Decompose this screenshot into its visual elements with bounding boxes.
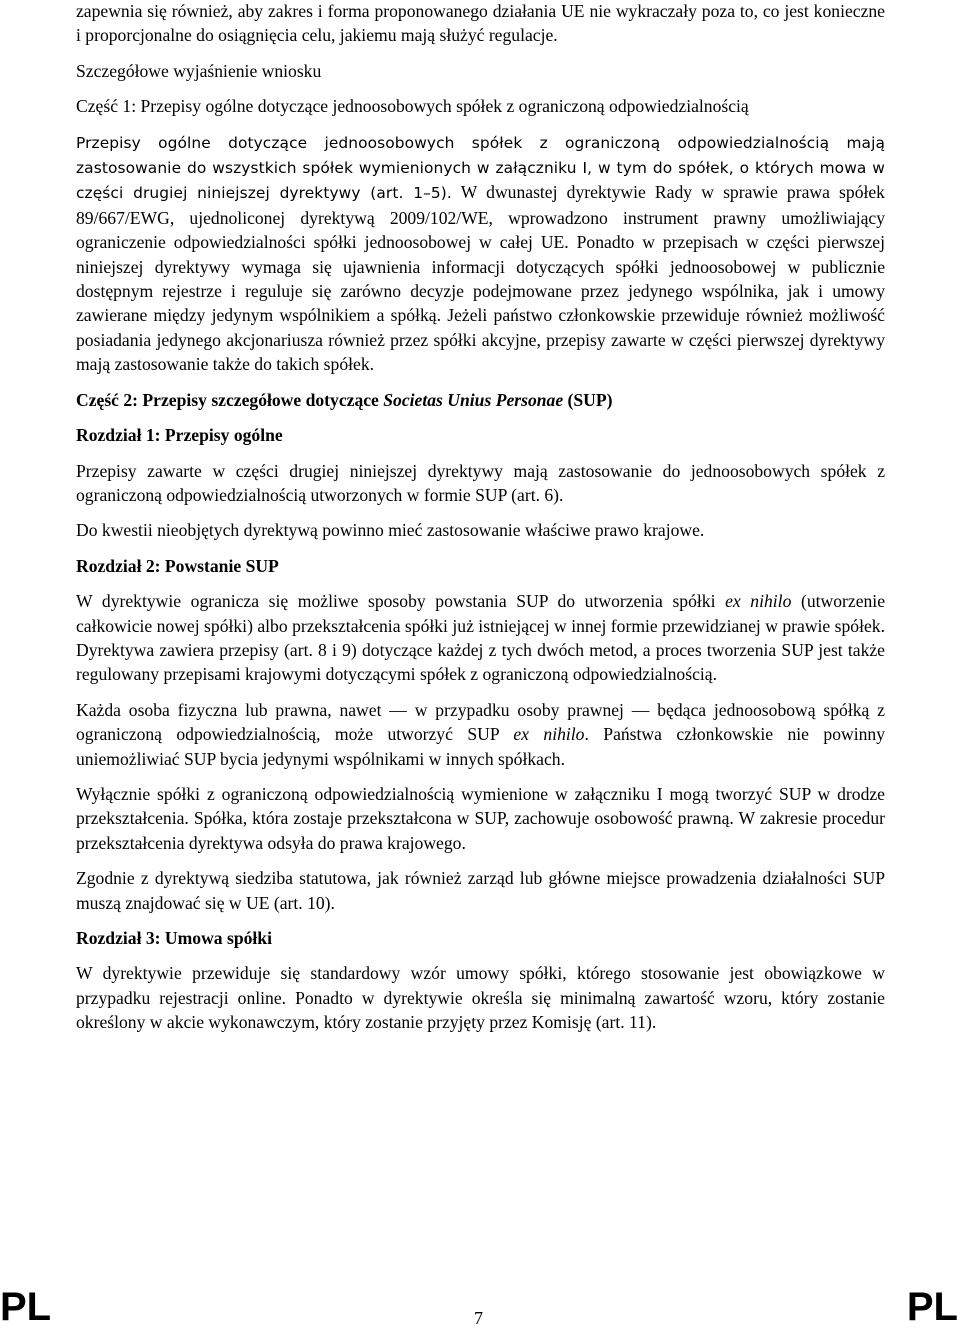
chapter1-paragraph-1: Przepisy zawarte w części drugiej niniejszej dyrektywy mają zastosowanie do jednoosobowych spółek z ograniczoną odpowiedzialnością utworzonych w formie SUP (art. 6). [76, 460, 885, 505]
section-heading: Szczegółowe wyjaśnienie wniosku [76, 60, 322, 81]
chapter3-heading: Rozdział 3: Umowa spółki [76, 928, 272, 948]
page-number: 7 [474, 1308, 483, 1328]
chapter2-paragraph-4: Zgodnie z dyrektywą siedziba statutowa, jak również zarząd lub główne miejsce prowadzenia działalności SUP muszą znajdować się w UE (art. 10). [76, 868, 885, 913]
chapter2-paragraph-1 [76, 589, 885, 687]
intro-tail-paragraph: zapewnia się również, aby zakres i forma proponowanego działania UE nie wykraczały poza to, co jest konieczne i proporcjonalne do osiągnięcia celu, jakiemu mają służyć regulacje. [76, 1, 885, 46]
part1-text-sans2: Ponadto w przepisach w części pierwszej niniejszej dyrektywy wymaga się ujawnienia informacji dotyczących spółki jednoosobowej w publicznie dostępnym rejestrze i reguluje się zarówno decyzje podejmowane przez jedynego wspólnika, jak i umowy zawierane między jedynym wspólnikiem a spółką. [76, 232, 885, 326]
chapter2-p1-part-a: W dyrektywie ogranicza się możliwe sposoby powstania SUP do utworzenia spółki [76, 591, 726, 612]
chapter2-p2-italic: ex nihilo [513, 724, 585, 745]
chapter2-p2-part-a: Każda osoba fizyczna lub prawna, nawet — w przypadku osoby prawnej — będąca jednoosobową spółką z ograniczoną odpowiedzialnością, może utworzyć SUP [76, 699, 885, 745]
part2-heading-prefix: Część 2: Przepisy szczegółowe dotyczące [76, 389, 384, 410]
part1-text-serif: W dwunastej dyrektywie Rady w sprawie prawa spółek 89/667/EWG, ujednoliconej dyrektywą 2009/102/WE, wprowadzono instrument prawny umożliwiający ograniczenie odpowiedzialności spółki jednoosobowej w całej UE. [76, 182, 885, 253]
part2-heading-suffix: (SUP) [563, 389, 613, 410]
part2-heading [76, 388, 885, 412]
chapter2-paragraph-2 [76, 698, 885, 771]
chapter2-heading: Rozdział 2: Powstanie SUP [76, 555, 279, 576]
chapter1-paragraph-2: Do kwestii nieobjętych dyrektywą powinno mieć zastosowanie właściwe prawo krajowe. [76, 520, 705, 541]
footer-language-right: PL [906, 1285, 958, 1329]
part1-text-sans: Przepisy ogólne dotyczące jednoosobowych spółek z ograniczoną odpowiedzialnością mają zastosowanie do wszystkich spółek wymienionych w załączniku I, w tym do spółek, o których mowa w części drugiej niniejszej dyrektywy (art. 1–5). [76, 133, 885, 203]
chapter2-paragraph-3: Wyłącznie spółki z ograniczoną odpowiedzialnością wymienione w załączniku I mogą tworzyć SUP w drodze przekształcenia. Spółka, która zostaje przekształcona w SUP, zachowuje osobowość prawną. W zakresie procedur przekształcenia dyrektywa odsyła do prawa krajowego. [76, 783, 885, 853]
part1-paragraph [76, 130, 885, 377]
part1-text-serif2: Jeżeli państwo członkowskie przewiduje również możliwość posiadania jedynego akcjonariusza również przez spółki akcyjne, przepisy zawarte w części pierwszej dyrektywy mają zastosowanie także do takich spółek. [76, 305, 885, 375]
chapter1-heading: Rozdział 1: Przepisy ogólne [76, 425, 283, 446]
chapter2-p2-part-b: . Państwa członkowskie nie powinny uniemożliwiać SUP bycia jedynymi wspólnikami w innych spółkach. [76, 724, 885, 769]
chapter2-p1-italic: ex nihilo [725, 591, 792, 612]
document-page [76, 0, 885, 1035]
part2-heading-italic: Societas Unius Personae [383, 389, 564, 410]
part1-heading: Część 1: Przepisy ogólne dotyczące jednoosobowych spółek z ograniczoną odpowiedzialnością [76, 96, 749, 117]
chapter2-p1-part-b: (utworzenie całkowicie nowej spółki) albo przekształcenia spółki już istniejącej w innej formie przewidzianej w prawie spółek. Dyrektywa zawiera przepisy (art. 8 i 9) dotyczące każdej z tych dwóch metod, a proces tworzenia SUP jest także regulowany przepisami krajowymi dotyczącymi spółek z ograniczoną odpowiedzialnością. [76, 591, 886, 685]
footer-language-left: PL [0, 1285, 52, 1329]
chapter3-paragraph-1: W dyrektywie przewiduje się standardowy wzór umowy spółki, którego stosowanie jest obowiązkowe w przypadku rejestracji online. Ponadto w dyrektywie określa się minimalną zawartość wzoru, który zostanie określony w akcie wykonawczym, który zostanie przyjęty przez Komisję (art. 11). [76, 963, 885, 1033]
